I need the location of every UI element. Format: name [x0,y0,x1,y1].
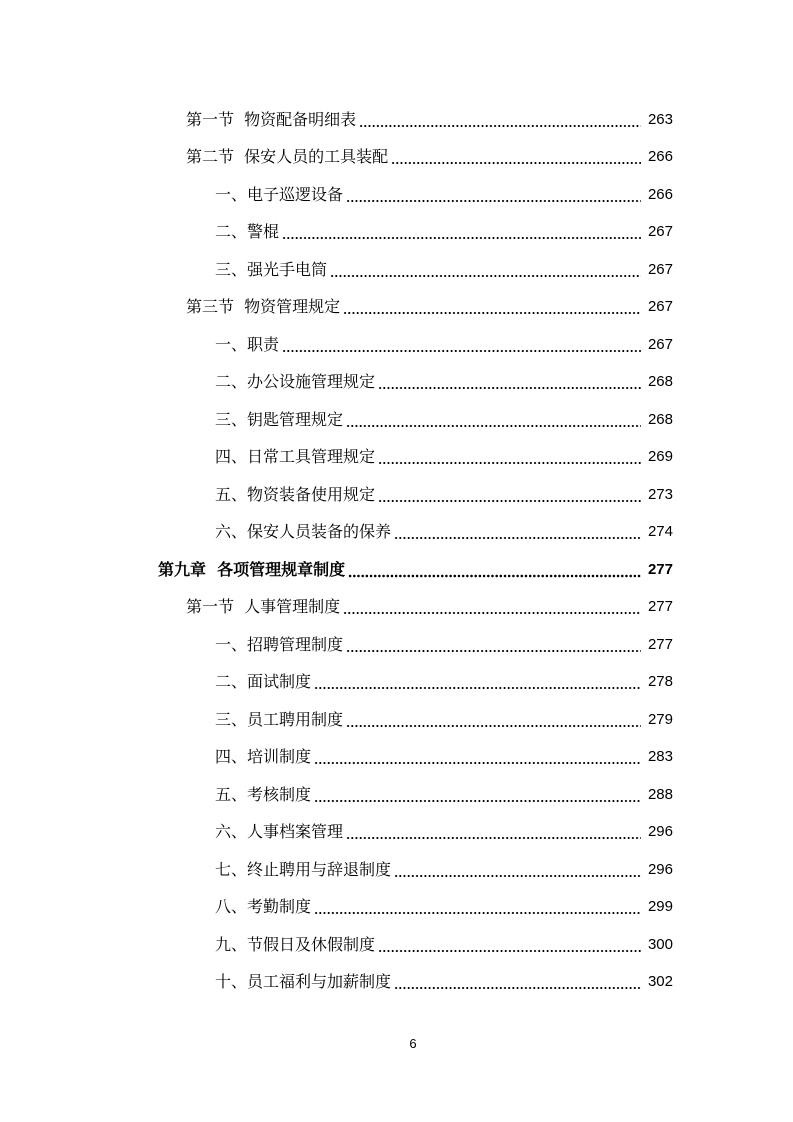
toc-dot-leader [314,785,641,805]
toc-entry-label: 五、物资装备使用规定 [215,484,376,504]
toc-entry-label: 五、考核制度 [215,784,312,804]
toc-entry-item[interactable] [0,889,793,927]
toc-dot-leader [314,672,641,692]
toc-dot-leader [346,710,641,730]
toc-entry-item[interactable] [0,964,793,1002]
toc-entry-label: 一、电子巡逻设备 [215,184,344,204]
toc-dot-leader [394,522,641,542]
toc-dot-leader [391,147,641,167]
toc-entry-page: 296 [647,823,673,841]
toc-entry-page: 283 [647,748,673,766]
toc-entry-page: 267 [647,260,673,278]
toc-dot-leader [394,860,641,880]
toc-entry-label: 第九章 各项管理规章制度 [158,559,346,579]
toc-entry-item[interactable] [0,851,793,889]
toc-entry-item[interactable] [0,514,793,552]
toc-entry-section[interactable] [0,289,793,327]
toc-entry-item[interactable] [0,701,793,739]
toc-dot-leader [378,485,641,505]
toc-entry-page: 278 [647,673,673,691]
toc-entry-label: 第三节 物资管理规定 [186,297,341,317]
toc-dot-leader [394,972,641,992]
toc-dot-leader [378,372,641,392]
toc-dot-leader [282,222,641,242]
toc-entry-label: 第二节 保安人员的工具装配 [186,147,389,167]
toc-dot-leader [346,822,641,842]
toc-entry-label: 二、面试制度 [215,672,312,692]
toc-entry-page: 300 [647,935,673,953]
toc-entry-label: 三、钥匙管理规定 [215,409,344,429]
toc-entry-label: 四、培训制度 [215,747,312,767]
toc-entry-page: 267 [647,298,673,316]
page-number: 6 [409,1036,417,1051]
toc-dot-leader [346,185,641,205]
toc-entry-page: 269 [647,448,673,466]
toc-entry-chapter[interactable] [0,551,793,589]
toc-entry-item[interactable] [0,251,793,289]
toc-entry-page: 296 [647,860,673,878]
toc-entry-item[interactable] [0,176,793,214]
toc-entry-item[interactable] [0,439,793,477]
toc-dot-leader [330,260,641,280]
toc-entry-label: 十、员工福利与加薪制度 [215,972,392,992]
toc-entry-page: 268 [647,410,673,428]
toc-entry-label: 二、办公设施管理规定 [215,372,376,392]
toc-entry-item[interactable] [0,664,793,702]
toc-entry-page: 267 [647,223,673,241]
toc-entry-item[interactable] [0,476,793,514]
toc-entry-page: 266 [647,185,673,203]
toc-entry-page: 288 [647,785,673,803]
toc-entry-label: 二、警棍 [215,222,280,242]
toc-entry-label: 九、节假日及休假制度 [215,934,376,954]
toc-entry-item[interactable] [0,814,793,852]
toc-entry-label: 四、日常工具管理规定 [215,447,376,467]
toc-entry-page: 277 [647,635,673,653]
toc-dot-leader [343,297,641,317]
toc-entry-section[interactable] [0,589,793,627]
toc-entry-label: 六、人事档案管理 [215,822,344,842]
table-of-contents [0,101,793,1001]
toc-entry-page: 267 [647,335,673,353]
toc-entry-label: 第一节 人事管理制度 [186,597,341,617]
toc-entry-label: 一、职责 [215,334,280,354]
toc-entry-item[interactable] [0,326,793,364]
toc-entry-item[interactable] [0,776,793,814]
toc-entry-item[interactable] [0,626,793,664]
toc-entry-item[interactable] [0,214,793,252]
toc-entry-page: 273 [647,485,673,503]
toc-dot-leader [314,747,641,767]
toc-entry-section[interactable] [0,101,793,139]
toc-entry-label: 六、保安人员装备的保养 [215,522,392,542]
toc-entry-page: 299 [647,898,673,916]
toc-dot-leader [282,335,641,355]
toc-entry-item[interactable] [0,364,793,402]
toc-entry-label: 七、终止聘用与辞退制度 [215,859,392,879]
toc-entry-page: 268 [647,373,673,391]
toc-entry-label: 第一节 物资配备明细表 [186,109,357,129]
toc-dot-leader [343,597,641,617]
toc-entry-label: 八、考勤制度 [215,897,312,917]
toc-entry-page: 302 [647,973,673,991]
toc-dot-leader [348,560,641,580]
toc-entry-page: 263 [647,110,673,128]
toc-entry-page: 277 [647,560,673,578]
toc-entry-label: 三、强光手电筒 [215,259,328,279]
toc-entry-label: 三、员工聘用制度 [215,709,344,729]
toc-entry-page: 277 [647,598,673,616]
toc-entry-label: 一、招聘管理制度 [215,634,344,654]
toc-entry-section[interactable] [0,139,793,177]
toc-entry-item[interactable] [0,739,793,777]
toc-dot-leader [314,897,641,917]
toc-entry-item[interactable] [0,926,793,964]
toc-entry-page: 279 [647,710,673,728]
toc-dot-leader [346,410,641,430]
toc-dot-leader [378,447,641,467]
toc-dot-leader [346,635,641,655]
toc-entry-item[interactable] [0,401,793,439]
toc-entry-page: 266 [647,148,673,166]
toc-entry-page: 274 [647,523,673,541]
toc-dot-leader [378,935,641,955]
toc-dot-leader [359,110,641,130]
